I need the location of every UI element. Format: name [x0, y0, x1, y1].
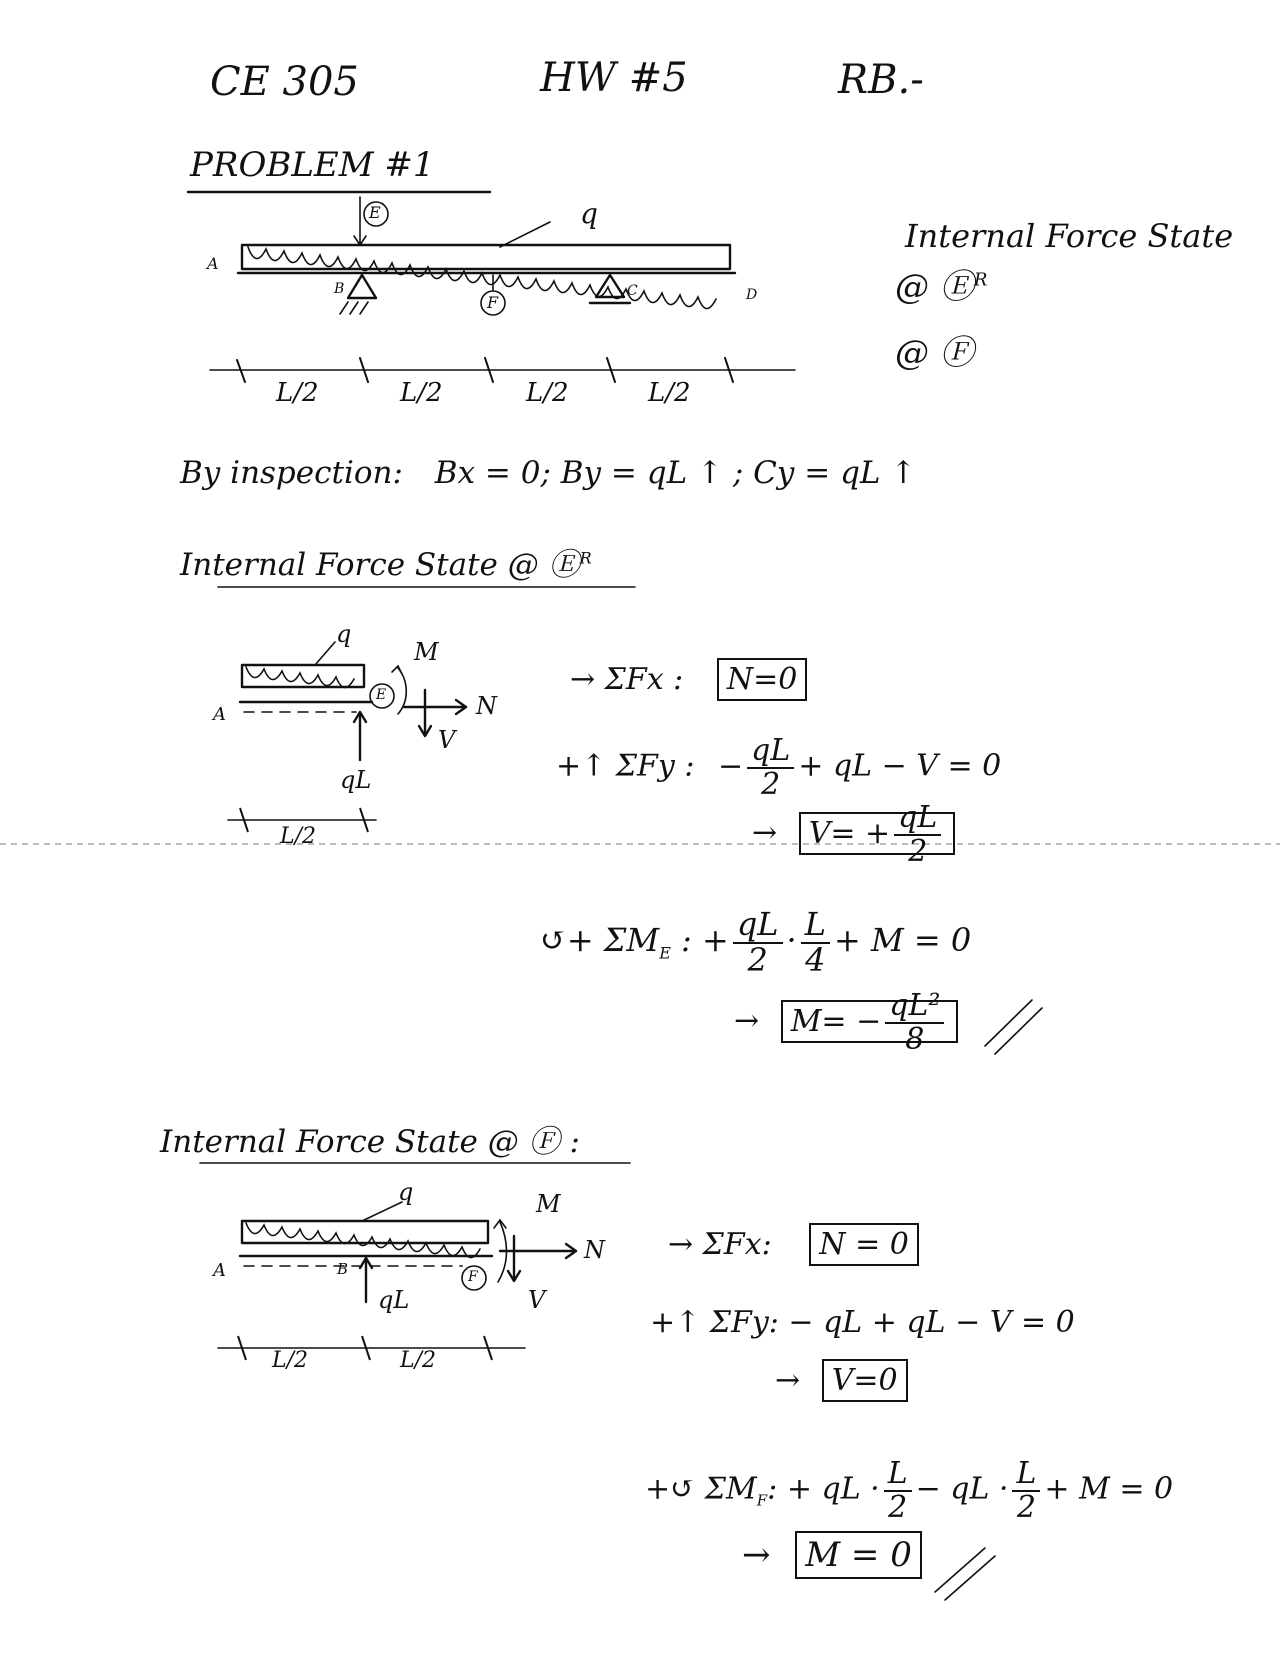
section-e-me: ↺+ $\Sigma M_E$ : + $\frac{qL}{2}$ · $\frac{L}{4}$ + M = 0 — [540, 905, 972, 979]
section-e-fx: → ΣFx : N=0 — [570, 665, 807, 695]
fbd-f-n: N — [584, 1236, 605, 1264]
fbd-e-a: A — [213, 704, 226, 725]
task-item-f: @ Ⓕ — [895, 333, 974, 373]
beam-label-c: C — [627, 283, 638, 299]
assignment-number: HW #5 — [540, 55, 688, 101]
task-title: Internal Force State — [905, 217, 1234, 255]
q-leader — [500, 222, 550, 247]
fbd-e-v: V — [438, 726, 456, 754]
fbd-f-diagram — [218, 1202, 576, 1360]
span-label-3: L/2 — [526, 378, 569, 408]
problem-title: PROBLEM #1 — [190, 145, 435, 185]
support-c-roller — [596, 275, 624, 297]
beam-label-b: B — [334, 281, 345, 297]
reactions-line — [180, 455, 917, 491]
distributed-load-box — [242, 245, 730, 269]
section-f-mf: +↺ $\Sigma M_F$: + qL · $\frac{L}{2}$ − qL · $\frac{L}{2}$ + M = 0 — [645, 1456, 1174, 1525]
beam-label-q: q — [580, 197, 598, 230]
fbd-f-v: V — [528, 1286, 546, 1314]
task-item-e: @ Ⓔ$^R$ — [895, 267, 988, 307]
fbd-f-m: M — [536, 1190, 561, 1218]
fbd-f-a: A — [213, 1260, 226, 1281]
section-e-v-result: → V= + $\frac{qL}{2}$ — [752, 802, 955, 867]
span-label-2: L/2 — [400, 378, 443, 408]
section-e-n-result: N=0 — [717, 658, 807, 701]
end-mark-e — [985, 1000, 1042, 1054]
reactions-values: Bx = 0; By = qL ↑ ; Cy = qL ↑ — [434, 455, 917, 491]
span-label-4: L/2 — [648, 378, 691, 408]
fbd-f-span-1: L/2 — [272, 1348, 309, 1373]
fbd-f-b: B — [337, 1260, 349, 1278]
fbd-e-diagram — [228, 638, 466, 832]
section-f-n-result: N = 0 — [809, 1223, 919, 1266]
fbd-e-load-box — [242, 665, 364, 687]
fbd-f-q: q — [398, 1178, 414, 1206]
section-f-m-result: → M = 0 — [742, 1538, 922, 1572]
section-e-fy: +↑ ΣFy : − $\frac{qL}{2}$ + qL − V = 0 — [556, 733, 1002, 802]
section-e-m-result: → M= − $\frac{\text{qL²}}{8}$ — [734, 990, 958, 1055]
section-f-title: Internal Force State @ Ⓕ : — [160, 1124, 580, 1160]
fbd-e-m: M — [414, 638, 439, 666]
fbd-f-span-2: L/2 — [400, 1348, 437, 1373]
beam-label-a: A — [207, 254, 219, 273]
main-beam-diagram — [210, 197, 795, 382]
beam-label-e: E — [369, 203, 381, 222]
fbd-f-f: F — [468, 1269, 478, 1285]
fbd-e-n: N — [476, 692, 497, 720]
author-initials: RB.- — [838, 57, 924, 103]
fbd-e-span: L/2 — [280, 824, 317, 849]
fbd-f-reaction: qL — [378, 1286, 410, 1314]
section-f-fx: → ΣFx: N = 0 — [668, 1230, 919, 1260]
span-label-1: L/2 — [276, 378, 319, 408]
fbd-e-reaction: qL — [340, 766, 372, 794]
section-e-title: Internal Force State @ Ⓔ$^R$ — [180, 547, 592, 583]
beam-label-f: F — [487, 293, 499, 312]
beam-label-d: D — [746, 287, 758, 303]
section-f-v-result: → V=0 — [775, 1366, 908, 1396]
section-f-fy: +↑ ΣFy: − qL + qL − V = 0 — [650, 1305, 1075, 1340]
support-b-pin — [348, 275, 376, 298]
fbd-e-e: E — [376, 687, 387, 703]
reactions-prefix: By inspection: — [180, 455, 403, 491]
fbd-e-q: q — [336, 620, 352, 648]
end-mark-f — [935, 1548, 995, 1600]
course-code: CE 305 — [210, 59, 359, 105]
